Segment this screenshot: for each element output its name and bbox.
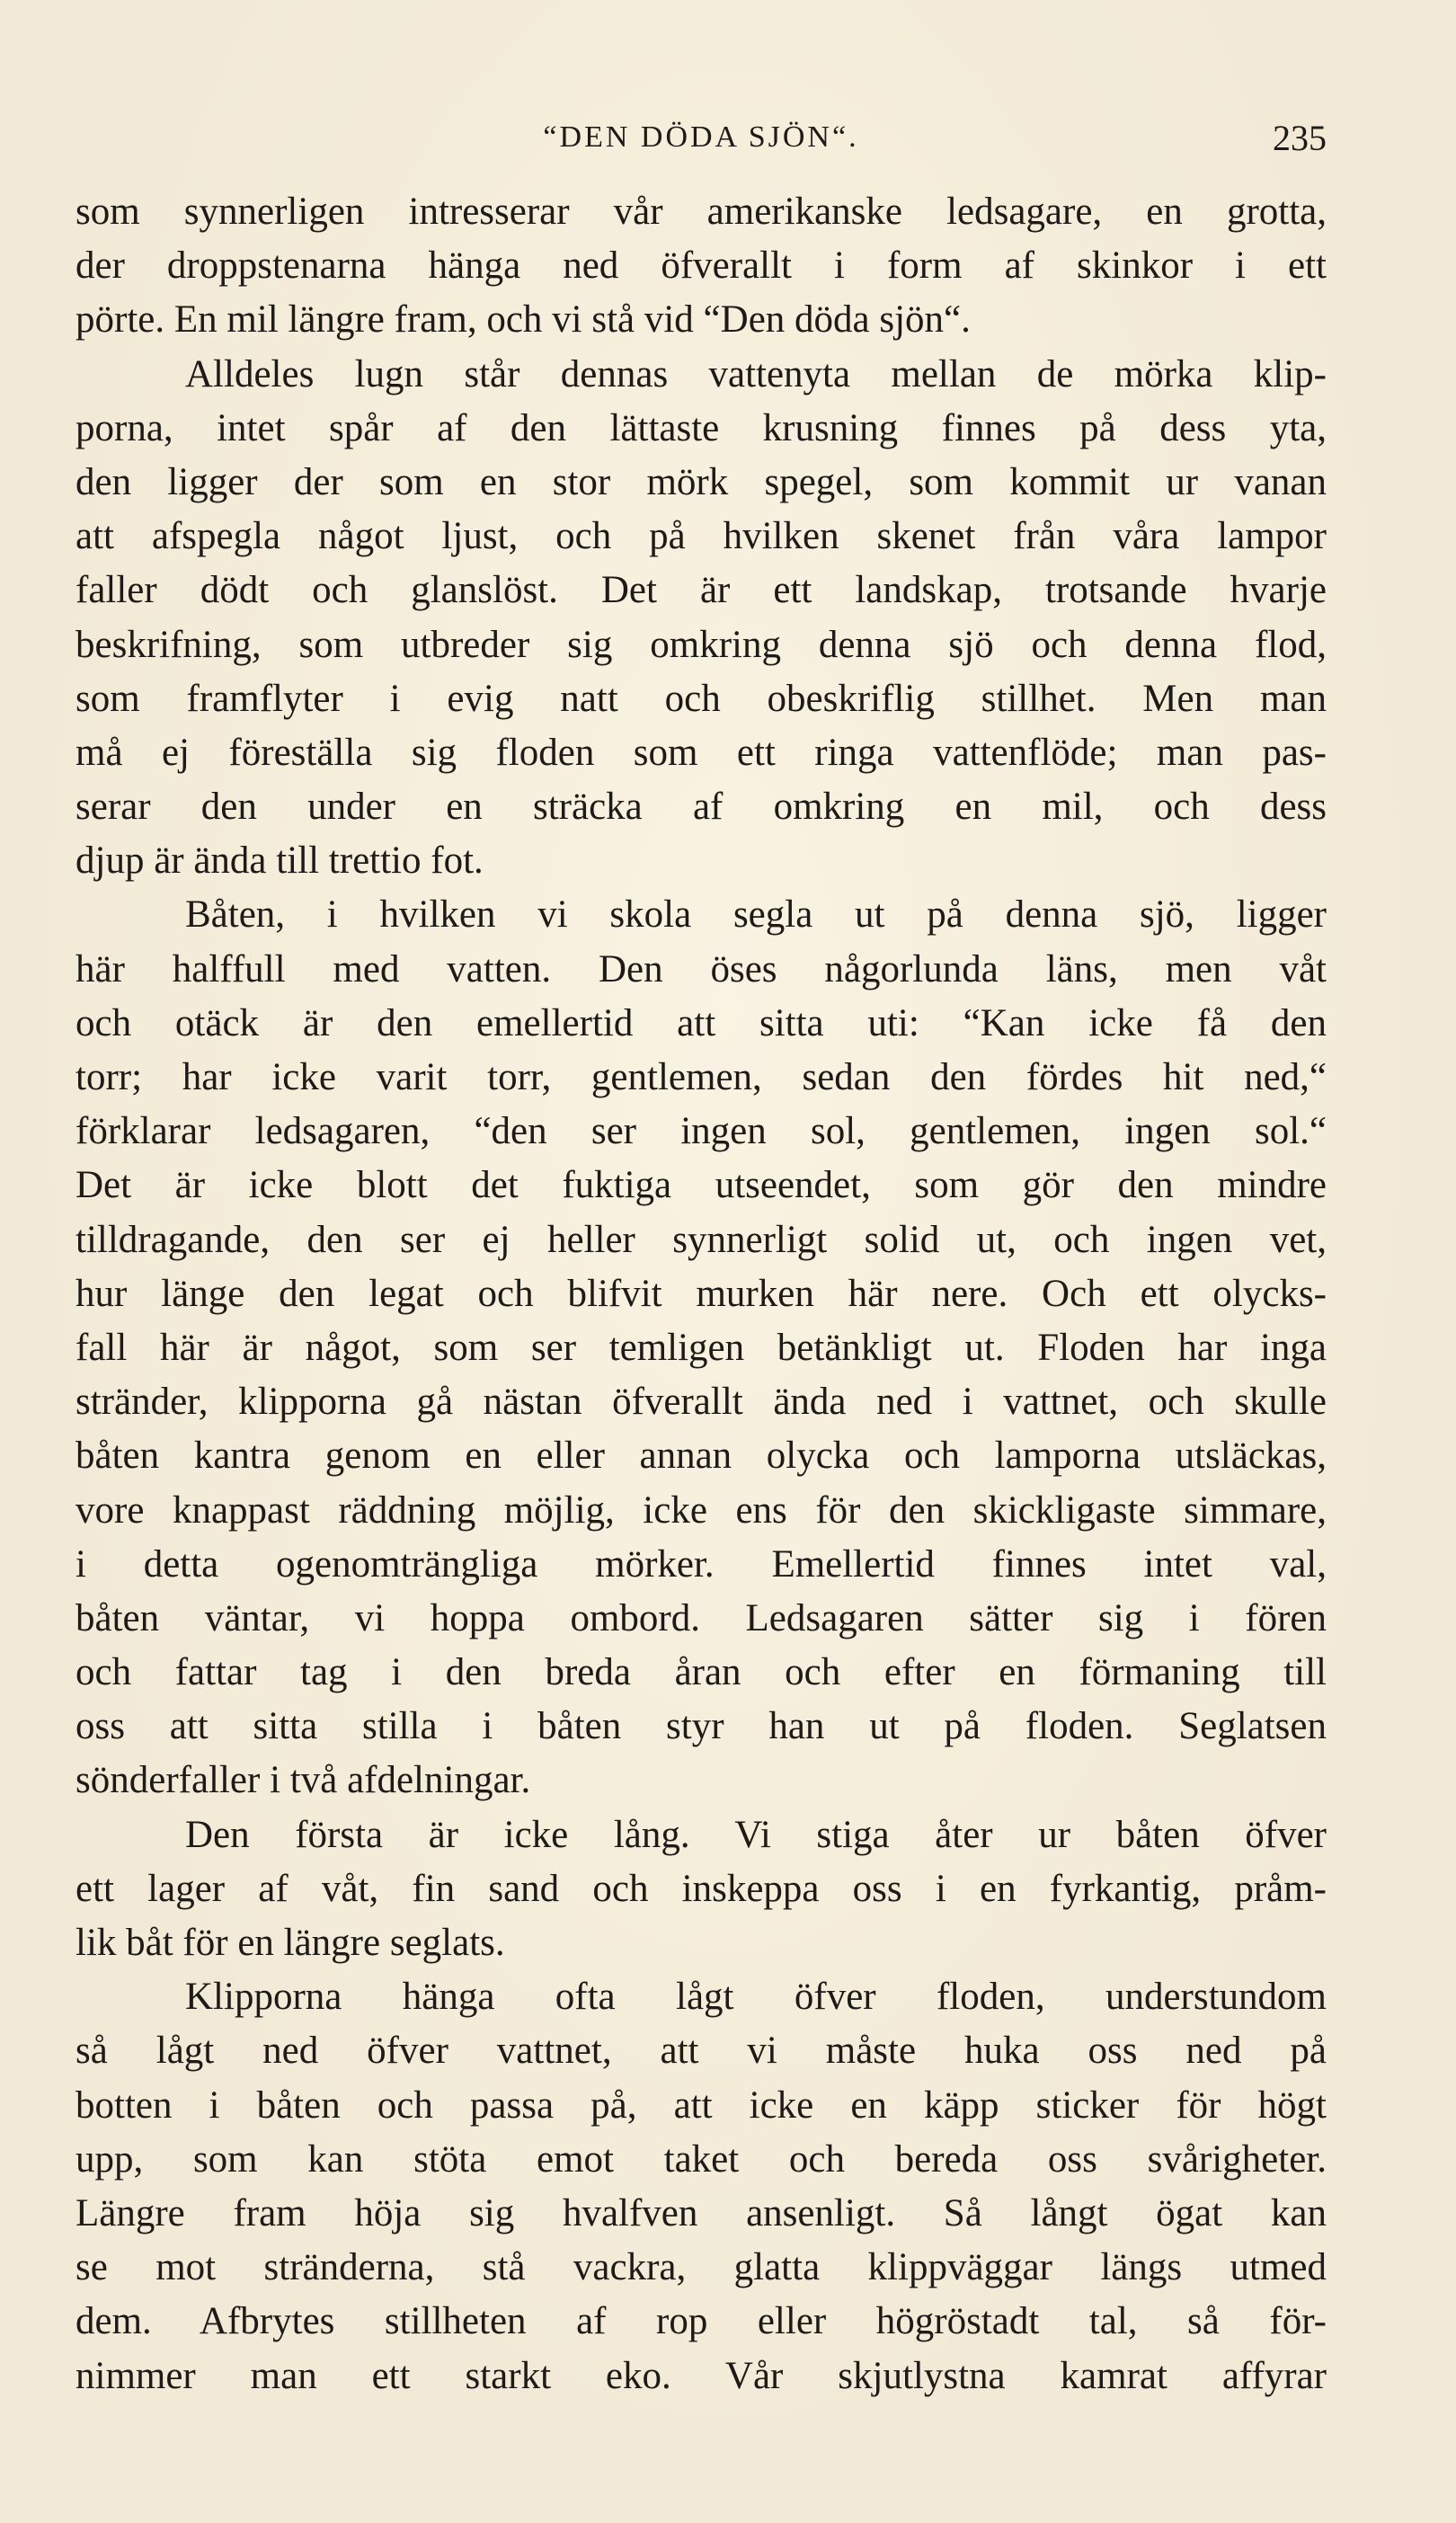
text-line: som synnerligen intresserar vår amerikanske ledsagare, en grotta,: [75, 191, 1327, 233]
text-line: så lågt ned öfver vattnet, att vi måste huka oss ned på: [75, 2030, 1327, 2073]
text-line: torr; har icke varit torr, gentlemen, sedan den fördes hit ned,“: [75, 1056, 1327, 1098]
page-number: 235: [1273, 118, 1327, 158]
running-head: [75, 115, 1327, 169]
text-line: Den första är icke lång. Vi stiga åter ur båten öfver: [185, 1813, 1327, 1856]
text-line: Klipporna hänga ofta lågt öfver floden, understundom: [185, 1976, 1327, 2019]
text-line: beskrifning, som utbreder sig omkring denna sjö och denna flod,: [75, 623, 1327, 666]
text-line: tilldragande, den ser ej heller synnerligt solid ut, och ingen vet,: [75, 1218, 1327, 1261]
text-line: Längre fram höja sig hvalfven ansenligt. Så långt ögat kan: [75, 2191, 1327, 2234]
text-line: faller dödt och glanslöst. Det är ett landskap, trotsande hvarje: [75, 569, 1327, 612]
text-line: djup är ända till trettio fot.: [75, 840, 484, 883]
text-line: porna, intet spår af den lättaste krusning finnes på dess yta,: [75, 406, 1327, 449]
text-line: nimmer man ett starkt eko. Vår skjutlystna kamrat affyrar: [75, 2354, 1327, 2397]
text-line: förklarar ledsagaren, “den ser ingen sol, gentlemen, ingen sol.“: [75, 1110, 1327, 1153]
text-line: der droppstenarna hänga ned öfverallt i form af skinkor i ett: [75, 244, 1327, 288]
text-line: serar den under en sträcka af omkring en mil, och dess: [75, 786, 1327, 829]
text-line: som framflyter i evig natt och obeskriflig stillhet. Men man: [75, 677, 1327, 720]
text-line: må ej föreställa sig floden som ett ringa vattenflöde; man pas-: [75, 731, 1327, 774]
text-line: pörte. En mil längre fram, och vi stå vid “Den döda sjön“.: [75, 298, 971, 342]
text-line: Alldeles lugn står dennas vattenyta mellan de mörka klip-: [185, 352, 1327, 395]
text-line: sönderfaller i två afdelningar.: [75, 1759, 531, 1802]
text-line: i detta ogenomträngliga mörker. Emellertid finnes intet val,: [75, 1542, 1327, 1586]
text-line: den ligger der som en stor mörk spegel, som kommit ur vanan: [75, 460, 1327, 503]
text-line: lik båt för en längre seglats.: [75, 1922, 505, 1964]
running-title: “DEN DÖDA SJÖN“.: [543, 120, 859, 154]
body-text: [75, 185, 1327, 2403]
text-line: oss att sitta stilla i båten styr han ut på floden. Seglatsen: [75, 1705, 1327, 1748]
text-line: hur länge den legat och blifvit murken här nere. Och ett olycks-: [75, 1272, 1327, 1315]
text-line: Det är icke blott det fuktiga utseendet, som gör den mindre: [75, 1164, 1327, 1207]
text-line: båten kantra genom en eller annan olycka och lamporna utsläckas,: [75, 1435, 1327, 1478]
text-line: och otäck är den emellertid att sitta uti: “Kan icke få den: [75, 1001, 1327, 1044]
text-line: dem. Afbrytes stillheten af rop eller högröstadt tal, så för-: [75, 2300, 1327, 2343]
text-line: båten väntar, vi hoppa ombord. Ledsagaren sätter sig i fören: [75, 1596, 1327, 1639]
text-line: här halffull med vatten. Den öses någorlunda läns, men våt: [75, 947, 1327, 991]
text-line: botten i båten och passa på, att icke en käpp sticker för högt: [75, 2083, 1327, 2127]
text-line: ett lager af våt, fin sand och inskeppa oss i en fyrkantig, pråm-: [75, 1867, 1327, 1910]
text-line: se mot stränderna, stå vackra, glatta klippväggar längs utmed: [75, 2246, 1327, 2289]
text-line: upp, som kan stöta emot taket och bereda oss svårigheter.: [75, 2137, 1327, 2181]
text-line: fall här är något, som ser temligen betänkligt ut. Floden har inga: [75, 1326, 1327, 1369]
text-line: stränder, klipporna gå nästan öfverallt ända ned i vattnet, och skulle: [75, 1381, 1327, 1424]
text-line: Båten, i hvilken vi skola segla ut på denna sjö, ligger: [185, 893, 1327, 937]
text-line: vore knappast räddning möjlig, icke ens för den skickligaste simmare,: [75, 1488, 1327, 1532]
text-line: och fattar tag i den breda åran och efter en förmaning till: [75, 1651, 1327, 1694]
text-line: att afspegla något ljust, och på hvilken skenet från våra lampor: [75, 515, 1327, 558]
